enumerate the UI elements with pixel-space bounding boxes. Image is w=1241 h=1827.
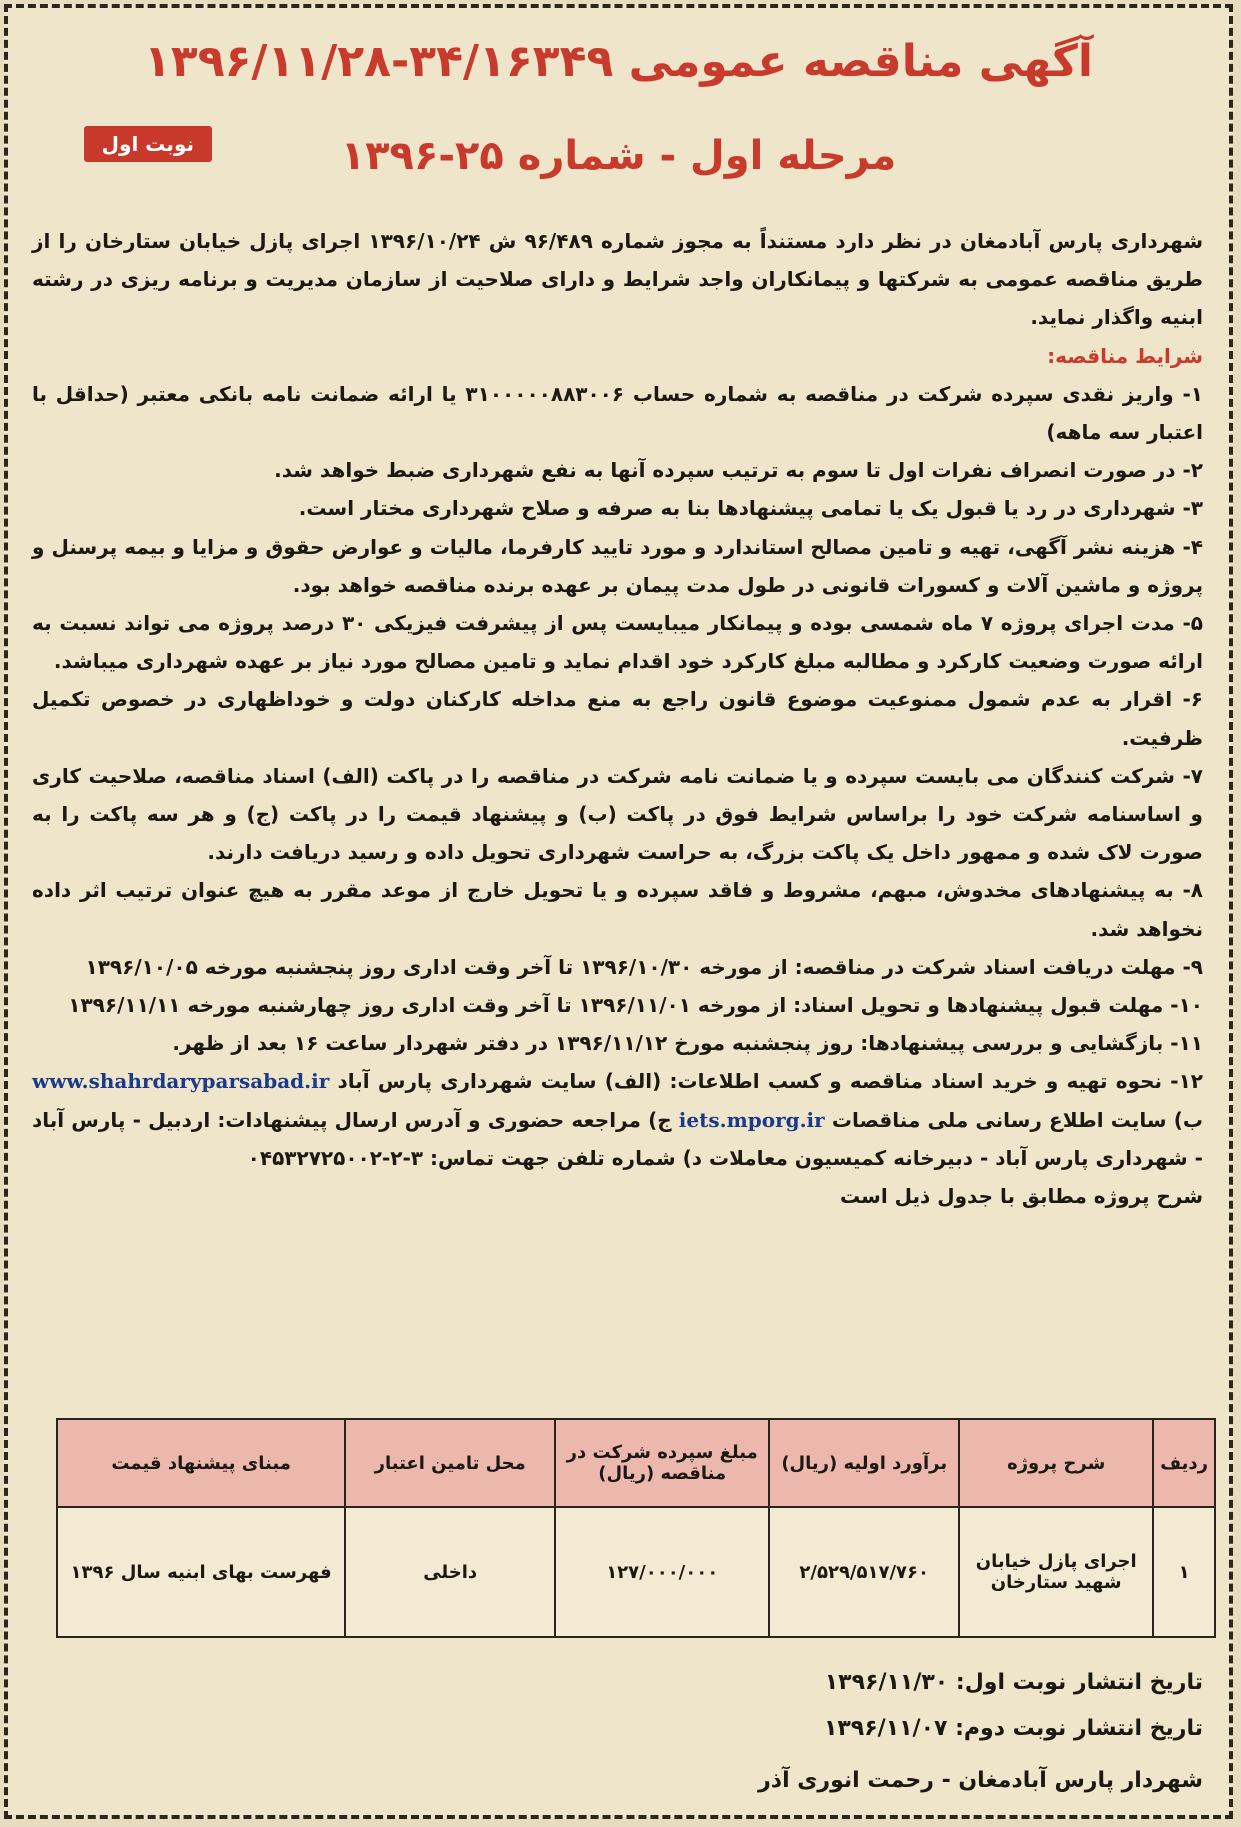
second-publication-date: ۱۳۹۶/۱۱/۰۷ bbox=[823, 1716, 948, 1741]
intro-paragraph: شهرداری پارس آبادمغان در نظر دارد مستنداً به مجوز شماره ۹۶/۴۸۹ ش ۱۳۹۶/۱۰/۲۴ اجرای پازل خیابان ستارخان را از طریق مناقصه عمومی به شرکتها و پیمانکاران واجد شرایط و دارای صلاحیت از سازمان مدیریت و برنامه ریزی در رشته ابنیه واگذار نماید. bbox=[32, 229, 1203, 330]
second-publication-line bbox=[32, 1716, 1203, 1741]
condition-9: ۹- مهلت دریافت اسناد شرکت در مناقصه: از مورخه ۱۳۹۶/۱۰/۳۰ تا آخر وقت اداری روز پنجشنبه مورخه ۱۳۹۶/۱۰/۰۵ bbox=[85, 954, 1203, 979]
second-publication-label: تاریخ انتشار نوبت دوم: bbox=[955, 1716, 1203, 1741]
condition-4: ۴- هزینه نشر آگهی، تهیه و تامین مصالح استاندارد و مورد تایید کارفرما، مالیات و عوارض حقوق و مزایا و بیمه پرسنل و پروژه و ماشین آلات و کسورات قانونی در طول مدت پیمان بر عهده برنده مناقصه خواهد بود. bbox=[32, 534, 1203, 597]
project-table bbox=[56, 1418, 1216, 1638]
cell-pricing-basis: فهرست بهای ابنیه سال ۱۳۹۶ bbox=[57, 1507, 345, 1637]
column-header-deposit: مبلغ سپرده شرکت در مناقصه (ریال) bbox=[555, 1419, 769, 1507]
column-header-row-number: ردیف bbox=[1153, 1419, 1215, 1507]
cell-deposit: ۱۲۷/۰۰۰/۰۰۰ bbox=[555, 1507, 769, 1637]
ad-body bbox=[32, 222, 1203, 1215]
column-header-estimate: برآورد اولیه (ریال) bbox=[769, 1419, 959, 1507]
cell-description: اجرای پازل خیابان شهید ستارخان bbox=[959, 1507, 1153, 1637]
cell-estimate: ۲/۵۲۹/۵۱۷/۷۶۰ bbox=[769, 1507, 959, 1637]
condition-12 bbox=[32, 1062, 1203, 1177]
tender-website-link[interactable]: iets.mporg.ir bbox=[678, 1107, 825, 1132]
mayor-signature: شهردار پارس آبادمغان - رحمت انوری آذر bbox=[758, 1768, 1203, 1793]
condition-12-part1: ۱۲- نحوه تهیه و خرید اسناد مناقصه و کسب اطلاعات: (الف) سایت شهرداری پارس آباد bbox=[337, 1069, 1203, 1094]
first-publication-line bbox=[32, 1670, 1203, 1695]
condition-3: ۳- شهرداری در رد یا قبول یک یا تمامی پیشنهادها بنا به صرفه و صلاح شهرداری مختار است. bbox=[298, 496, 1203, 521]
issue-badge: نوبت اول bbox=[84, 126, 212, 162]
table-row bbox=[57, 1507, 1215, 1637]
first-publication-date: ۱۳۹۶/۱۱/۳۰ bbox=[824, 1670, 949, 1695]
condition-1: ۱- واریز نقدی سپرده شرکت در مناقصه به شماره حساب ۳۱۰۰۰۰۰۸۸۳۰۰۶ یا ارائه ضمانت نامه بانکی معتبر (حداقل با اعتبار سه ماهه) bbox=[32, 381, 1203, 445]
municipality-website-link[interactable]: www.shahrdaryparsabad.ir bbox=[32, 1069, 330, 1094]
table-intro: شرح پروژه مطابق با جدول ذیل است bbox=[839, 1184, 1203, 1209]
condition-5: ۵- مدت اجرای پروژه ۷ ماه شمسی بوده و پیمانکار میبایست پس از پیشرفت فیزیکی ۳۰ درصد پروژه می تواند نسبت به ارائه صورت وضعیت کارکرد و مطالبه مبلغ کارکرد خود اقدام نماید و تامین مصالح مورد نیاز بر عهده شهرداری میباشد. bbox=[32, 611, 1203, 674]
ad-subtitle: مرحله اول - شماره ۲۵-۱۳۹۶ bbox=[340, 133, 897, 179]
condition-2: ۲- در صورت انصراف نفرات اول تا سوم به ترتیب سپرده آنها به نفع شهرداری ضبط خواهد شد. bbox=[274, 458, 1203, 483]
condition-11: ۱۱- بازگشایی و بررسی پیشنهادها: روز پنجشنبه مورخ ۱۳۹۶/۱۱/۱۲ در دفتر شهردار ساعت ۱۶ بعد از ظهر. bbox=[172, 1031, 1203, 1056]
column-header-pricing-basis: مبنای پیشنهاد قیمت bbox=[57, 1419, 345, 1507]
ad-frame bbox=[4, 4, 1233, 1819]
condition-8: ۸- به پیشنهادهای مخدوش، مبهم، مشروط و فاقد سپرده و یا تحویل خارج از موعد مقرر به هیچ عنوان ترتیب اثر داده نخواهد شد. bbox=[32, 878, 1203, 941]
cell-row-number: ۱ bbox=[1153, 1507, 1215, 1637]
condition-12-part3: ج) مراجعه حضوری و آدرس ارسال پیشنهادات: اردبیل - پارس آباد - شهرداری پارس آباد - دبیرخانه کمیسیون معاملات د) شماره تلفن جهت تماس: ۳-۲-۰۴۵۳۲۷۲۵۰۰۲ bbox=[32, 1107, 1203, 1170]
column-header-funding: محل تامین اعتبار bbox=[345, 1419, 555, 1507]
condition-7: ۷- شرکت کنندگان می بایست سپرده و یا ضمانت نامه شرکت در مناقصه را در پاکت (الف) اسناد مناقصه، صلاحیت کاری و اساسنامه شرکت خود را براساس شرایط فوق در پاکت (ب) و پیشنهاد قیمت را در پاکت (ج) و هر سه پاکت را به صورت لاک شده و ممهور داخل یک پاکت بزرگ، به حراست شهرداری تحویل داده و رسید دریافت دارند. bbox=[32, 763, 1203, 865]
condition-12-part2: ب) سایت اطلاع رسانی ملی مناقصات bbox=[831, 1107, 1204, 1132]
first-publication-label: تاریخ انتشار نوبت اول: bbox=[955, 1670, 1203, 1695]
condition-10: ۱۰- مهلت قبول پیشنهادها و تحویل اسناد: از مورخه ۱۳۹۶/۱۱/۰۱ تا آخر وقت اداری روز چهارشنبه مورخه ۱۳۹۶/۱۱/۱۱ bbox=[68, 993, 1203, 1018]
condition-6: ۶- اقرار به عدم شمول ممنوعیت موضوع قانون راجع به منع مداخله کارکنان دولت و خوداظهاری در خصوص تکمیل ظرفیت. bbox=[32, 687, 1203, 750]
column-header-description: شرح پروژه bbox=[959, 1419, 1153, 1507]
cell-funding: داخلی bbox=[345, 1507, 555, 1637]
ad-title: آگهی مناقصه عمومی ۳۴/۱۶۳۴۹-۱۳۹۶/۱۱/۲۸ bbox=[144, 36, 1093, 87]
conditions-heading: شرایط مناقصه: bbox=[1047, 343, 1203, 368]
table-header-row bbox=[57, 1419, 1215, 1507]
